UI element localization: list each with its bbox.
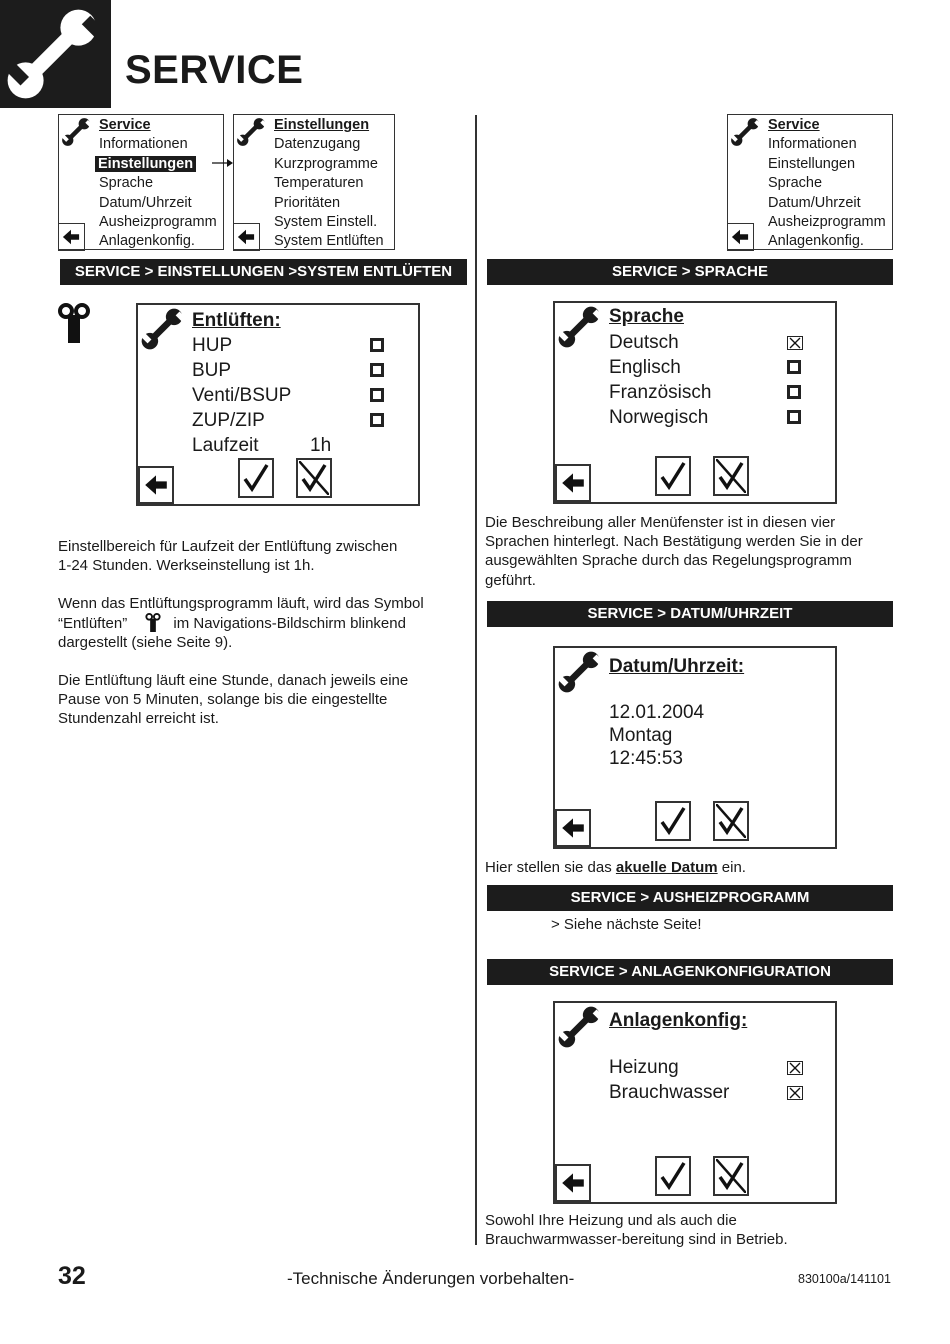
menu-title: Service bbox=[768, 117, 820, 133]
menu-service-screen-2 bbox=[727, 114, 893, 250]
text-inline: ein. bbox=[717, 859, 746, 876]
confirm-button[interactable] bbox=[238, 458, 274, 498]
menu-item[interactable]: Kurzprogramme bbox=[274, 155, 378, 172]
text-line: Sowohl Ihre Heizung und als auch die bbox=[485, 1212, 737, 1229]
wrench-icon bbox=[557, 305, 601, 349]
screen-title: Anlagenkonfig: bbox=[609, 1010, 748, 1031]
text-inline: Hier stellen sie das bbox=[485, 859, 616, 876]
menu-item[interactable]: Ausheizprogramm bbox=[768, 214, 886, 231]
cancel-button[interactable] bbox=[713, 1156, 749, 1196]
section-banner-entlueften: SERVICE > EINSTELLUNGEN >SYSTEM ENTLÜFTEN bbox=[60, 259, 467, 285]
sprache-screen bbox=[553, 301, 837, 504]
option-label: Heizung bbox=[609, 1057, 679, 1078]
date-value[interactable]: 12.01.2004 bbox=[609, 702, 705, 723]
confirm-button[interactable] bbox=[655, 456, 691, 496]
checkbox-checked[interactable] bbox=[787, 1086, 803, 1100]
menu-item-selected[interactable]: Einstellungen bbox=[95, 156, 196, 172]
wrench-icon bbox=[4, 6, 100, 102]
arrow-right-icon bbox=[212, 158, 234, 168]
footer-disclaimer: -Technische Änderungen vorbehalten- bbox=[287, 1269, 575, 1288]
cancel-button[interactable] bbox=[296, 458, 332, 498]
menu-item[interactable]: Sprache bbox=[99, 175, 154, 192]
menu-item[interactable]: Datenzugang bbox=[274, 136, 361, 153]
wrench-icon bbox=[61, 117, 91, 147]
menu-item[interactable]: System Einstell. bbox=[274, 214, 378, 231]
menu-title: Einstellungen bbox=[274, 117, 370, 133]
cancel-checkmark-icon bbox=[716, 1159, 746, 1193]
entlueften-screen bbox=[136, 303, 420, 506]
menu-item[interactable]: Temperaturen bbox=[274, 175, 364, 192]
arrow-left-icon bbox=[561, 1171, 585, 1195]
column-divider bbox=[475, 115, 477, 1245]
text-line: Die Entlüftung läuft eine Stunde, danach jeweils eine bbox=[58, 672, 409, 689]
menu-item[interactable]: Sprache bbox=[768, 175, 823, 192]
arrow-left-icon bbox=[62, 228, 80, 246]
back-button[interactable] bbox=[58, 223, 85, 251]
checkbox[interactable] bbox=[370, 388, 384, 402]
checkmark-icon bbox=[241, 461, 271, 495]
checkmark-icon bbox=[658, 804, 688, 838]
menu-item[interactable]: Ausheizprogramm bbox=[99, 214, 217, 231]
back-button[interactable] bbox=[138, 466, 174, 504]
paragraph-sprache bbox=[485, 513, 863, 590]
checkmark-icon bbox=[658, 459, 688, 493]
wrench-icon bbox=[557, 1005, 601, 1049]
page-number: 32 bbox=[58, 1262, 86, 1290]
text-line: Sprachen hinterlegt. Nach Bestätigung werden Sie in der bbox=[485, 533, 863, 551]
checkbox-checked[interactable] bbox=[787, 336, 803, 350]
text-line: Wenn das Entlüftungsprogramm läuft, wird das Symbol bbox=[58, 595, 424, 612]
section-icon-block bbox=[0, 0, 111, 108]
confirm-button[interactable] bbox=[655, 801, 691, 841]
menu-item[interactable]: Datum/Uhrzeit bbox=[99, 194, 192, 211]
menu-item[interactable]: Anlagenkonfig. bbox=[768, 233, 864, 250]
menu-item[interactable]: Anlagenkonfig. bbox=[99, 233, 195, 250]
text-line: Stundenzahl erreicht ist. bbox=[58, 710, 219, 728]
cancel-checkmark-icon bbox=[299, 461, 329, 495]
text-inline: im Navigations-Bildschirm blinkend bbox=[173, 615, 406, 633]
confirm-button[interactable] bbox=[655, 1156, 691, 1196]
wrench-icon bbox=[557, 650, 601, 694]
paragraph-laufzeit bbox=[58, 537, 397, 575]
checkbox[interactable] bbox=[370, 363, 384, 377]
option-label: Französisch bbox=[609, 382, 712, 403]
cancel-button[interactable] bbox=[713, 456, 749, 496]
screen-title: Datum/Uhrzeit: bbox=[609, 656, 745, 677]
menu-item[interactable]: Prioritäten bbox=[274, 194, 341, 211]
checkbox-checked[interactable] bbox=[787, 1061, 803, 1075]
paragraph-symbol bbox=[58, 594, 424, 653]
arrow-left-icon bbox=[561, 816, 585, 840]
option-label: Norwegisch bbox=[609, 407, 709, 428]
datum-screen bbox=[553, 646, 837, 849]
checkmark-icon bbox=[658, 1159, 688, 1193]
back-button[interactable] bbox=[727, 223, 754, 251]
menu-title: Service bbox=[99, 117, 151, 133]
vent-icon bbox=[58, 303, 90, 343]
back-button[interactable] bbox=[555, 1164, 591, 1202]
text-line: Die Beschreibung aller Menüfenster ist in diesen vier bbox=[485, 514, 836, 531]
time-value[interactable]: 12:45:53 bbox=[609, 748, 683, 769]
back-button[interactable] bbox=[233, 223, 260, 251]
screen-title: Sprache bbox=[609, 306, 684, 327]
page-title: SERVICE bbox=[125, 48, 304, 92]
option-label: Brauchwasser bbox=[609, 1082, 730, 1103]
menu-einstellungen-screen bbox=[233, 114, 395, 250]
checkbox[interactable] bbox=[787, 385, 801, 399]
checkbox[interactable] bbox=[370, 413, 384, 427]
menu-service-screen bbox=[58, 114, 224, 250]
option-label: BUP bbox=[192, 360, 232, 381]
arrow-left-icon bbox=[731, 228, 749, 246]
document-code: 830100a/141101 bbox=[798, 1272, 891, 1286]
text-line: geführt. bbox=[485, 571, 536, 589]
arrow-left-icon bbox=[144, 473, 168, 497]
section-banner-anlagen: SERVICE > ANLAGENKONFIGURATION bbox=[487, 959, 893, 985]
cancel-checkmark-icon bbox=[716, 804, 746, 838]
menu-item[interactable]: Informationen bbox=[99, 136, 188, 153]
menu-item[interactable]: Datum/Uhrzeit bbox=[768, 194, 861, 211]
option-label: HUP bbox=[192, 335, 233, 356]
checkbox[interactable] bbox=[787, 410, 801, 424]
checkbox[interactable] bbox=[787, 360, 801, 374]
option-label: Venti/BSUP bbox=[192, 385, 292, 406]
text-line: Einstellbereich für Laufzeit der Entlüftung zwischen bbox=[58, 538, 398, 555]
runtime-value[interactable]: 1h bbox=[310, 435, 332, 456]
wrench-icon bbox=[730, 117, 760, 147]
menu-item[interactable]: System Entlüften bbox=[274, 233, 384, 250]
cancel-button[interactable] bbox=[713, 801, 749, 841]
text-line: ausgewählten Sprache durch das Regelungsprogramm bbox=[485, 552, 852, 570]
option-label: Englisch bbox=[609, 357, 681, 378]
menu-item[interactable]: Informationen bbox=[768, 136, 857, 153]
arrow-left-icon bbox=[237, 228, 255, 246]
option-label: Deutsch bbox=[609, 332, 679, 353]
section-banner-datum: SERVICE > DATUM/UHRZEIT bbox=[487, 601, 893, 627]
screen-title: Entlüften: bbox=[192, 310, 281, 331]
checkbox[interactable] bbox=[370, 338, 384, 352]
text-emphasis: akuelle Datum bbox=[615, 859, 718, 876]
vent-icon bbox=[145, 613, 161, 632]
text-line: Brauchwarmwasser-bereitung sind in Betrieb. bbox=[485, 1231, 788, 1249]
anlagen-screen bbox=[553, 1001, 837, 1204]
text-line: Pause von 5 Minuten, solange bis die eingestellte bbox=[58, 691, 388, 709]
runtime-label: Laufzeit bbox=[192, 435, 259, 456]
back-button[interactable] bbox=[555, 464, 591, 502]
paragraph-datum bbox=[485, 858, 746, 877]
paragraph-ablauf bbox=[58, 671, 408, 729]
paragraph-anlagen bbox=[485, 1211, 788, 1249]
text-line: dargestellt (siehe Seite 9). bbox=[58, 634, 233, 652]
back-button[interactable] bbox=[555, 809, 591, 847]
ausheiz-note: > Siehe nächste Seite! bbox=[551, 916, 702, 933]
weekday-value: Montag bbox=[609, 725, 673, 746]
text-inline: “Entlüften” bbox=[58, 615, 128, 633]
arrow-left-icon bbox=[561, 471, 585, 495]
menu-item[interactable]: Einstellungen bbox=[768, 155, 856, 172]
section-banner-sprache: SERVICE > SPRACHE bbox=[487, 259, 893, 285]
section-banner-ausheiz: SERVICE > AUSHEIZPROGRAMM bbox=[487, 885, 893, 911]
wrench-icon bbox=[236, 117, 266, 147]
option-label: ZUP/ZIP bbox=[192, 410, 265, 431]
wrench-icon bbox=[140, 307, 184, 351]
text-line: 1-24 Stunden. Werkseinstellung ist 1h. bbox=[58, 557, 315, 575]
cancel-checkmark-icon bbox=[716, 459, 746, 493]
